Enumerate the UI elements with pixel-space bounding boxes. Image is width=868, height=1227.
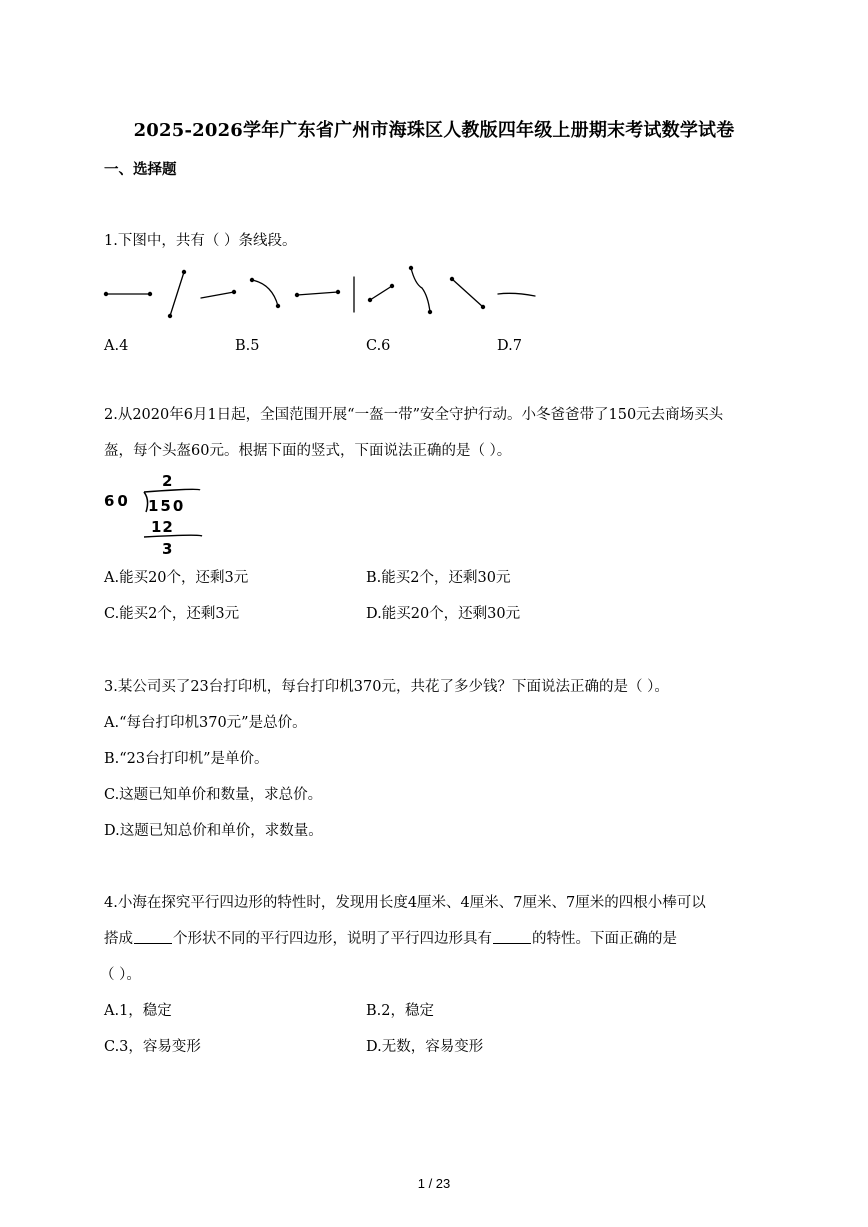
division-divisor: 60 [104, 492, 131, 510]
figure-curve-10 [498, 293, 535, 296]
q2-stem-line1: 2.从2020年6月1日起，全国范围开展“一盔一带”安全守护行动。小冬爸爸带了150元去商场买头 [104, 407, 724, 423]
division-dividend: 150 [148, 497, 186, 515]
q3-stem: 3.某公司买了23台打印机，每台打印机370元，共花了多少钱？下面说法正确的是（ ）。 [104, 679, 669, 695]
q2-long-division [100, 470, 210, 560]
q2-option-a: A.能买20个，还剩3元 [104, 570, 249, 586]
q4-option-a: A.1，稳定 [104, 1003, 172, 1019]
division-product: 12 [151, 518, 174, 536]
q2-option-c: C.能买2个，还剩3元 [104, 606, 240, 622]
q1-option-d: D.7 [497, 338, 522, 354]
q4-stem-line2 [104, 929, 677, 949]
q4-option-d: D.无数，容易变形 [366, 1039, 484, 1055]
q3-option-c: C.这题已知单价和数量，求总价。 [104, 787, 323, 803]
q4-stem-line1: 4.小海在探究平行四边形的特性时，发现用长度4厘米、4厘米、7厘米、7厘米的四根小棒可以 [104, 895, 706, 911]
q4-blank-1 [134, 929, 172, 944]
q1-stem: 1.下图中，共有（ ）条线段。 [104, 233, 297, 249]
q2-option-d: D.能买20个，还剩30元 [366, 606, 521, 622]
q4-stem-text-b: 个形状不同的平行四边形，说明了平行四边形具有 [173, 931, 492, 947]
q3-option-d: D.这题已知总价和单价，求数量。 [104, 823, 323, 839]
figure-curve-4 [252, 280, 278, 306]
figure-segment-9 [452, 279, 483, 307]
q1-option-c: C.6 [366, 338, 391, 354]
q4-stem-text-c: 的特性。下面正确的是 [532, 931, 677, 947]
q4-blank-2 [493, 929, 531, 944]
document-title: 2025-2026学年广东省广州市海珠区人教版四年级上册期末考试数学试卷 [133, 120, 735, 141]
q4-option-c: C.3，容易变形 [104, 1039, 201, 1055]
q1-option-b: B.5 [235, 338, 260, 354]
figure-ray-3 [201, 292, 234, 298]
q3-option-b: B.“23台打印机”是单价。 [104, 751, 269, 767]
q2-option-b: B.能买2个，还剩30元 [366, 570, 511, 586]
q1-option-a: A.4 [104, 338, 129, 354]
division-quotient: 2 [162, 472, 173, 490]
figure-curve-8 [411, 268, 430, 312]
page-number: 1 / 23 [417, 1176, 451, 1191]
q3-option-a: A.“每台打印机370元”是总价。 [104, 715, 307, 731]
q4-stem-text-a: 搭成 [104, 931, 133, 947]
q1-line-figures [100, 262, 550, 322]
q4-stem-line3: （ ）。 [100, 967, 141, 983]
figure-segment-7 [370, 286, 392, 300]
figure-segment-2 [170, 272, 184, 316]
q4-option-b: B.2，稳定 [366, 1003, 434, 1019]
figure-segment-5 [297, 292, 338, 295]
section-title: 一、选择题 [104, 161, 177, 178]
q2-stem-line2: 盔，每个头盔60元。根据下面的竖式，下面说法正确的是（ ）。 [104, 443, 512, 459]
division-remainder: 3 [162, 540, 173, 558]
